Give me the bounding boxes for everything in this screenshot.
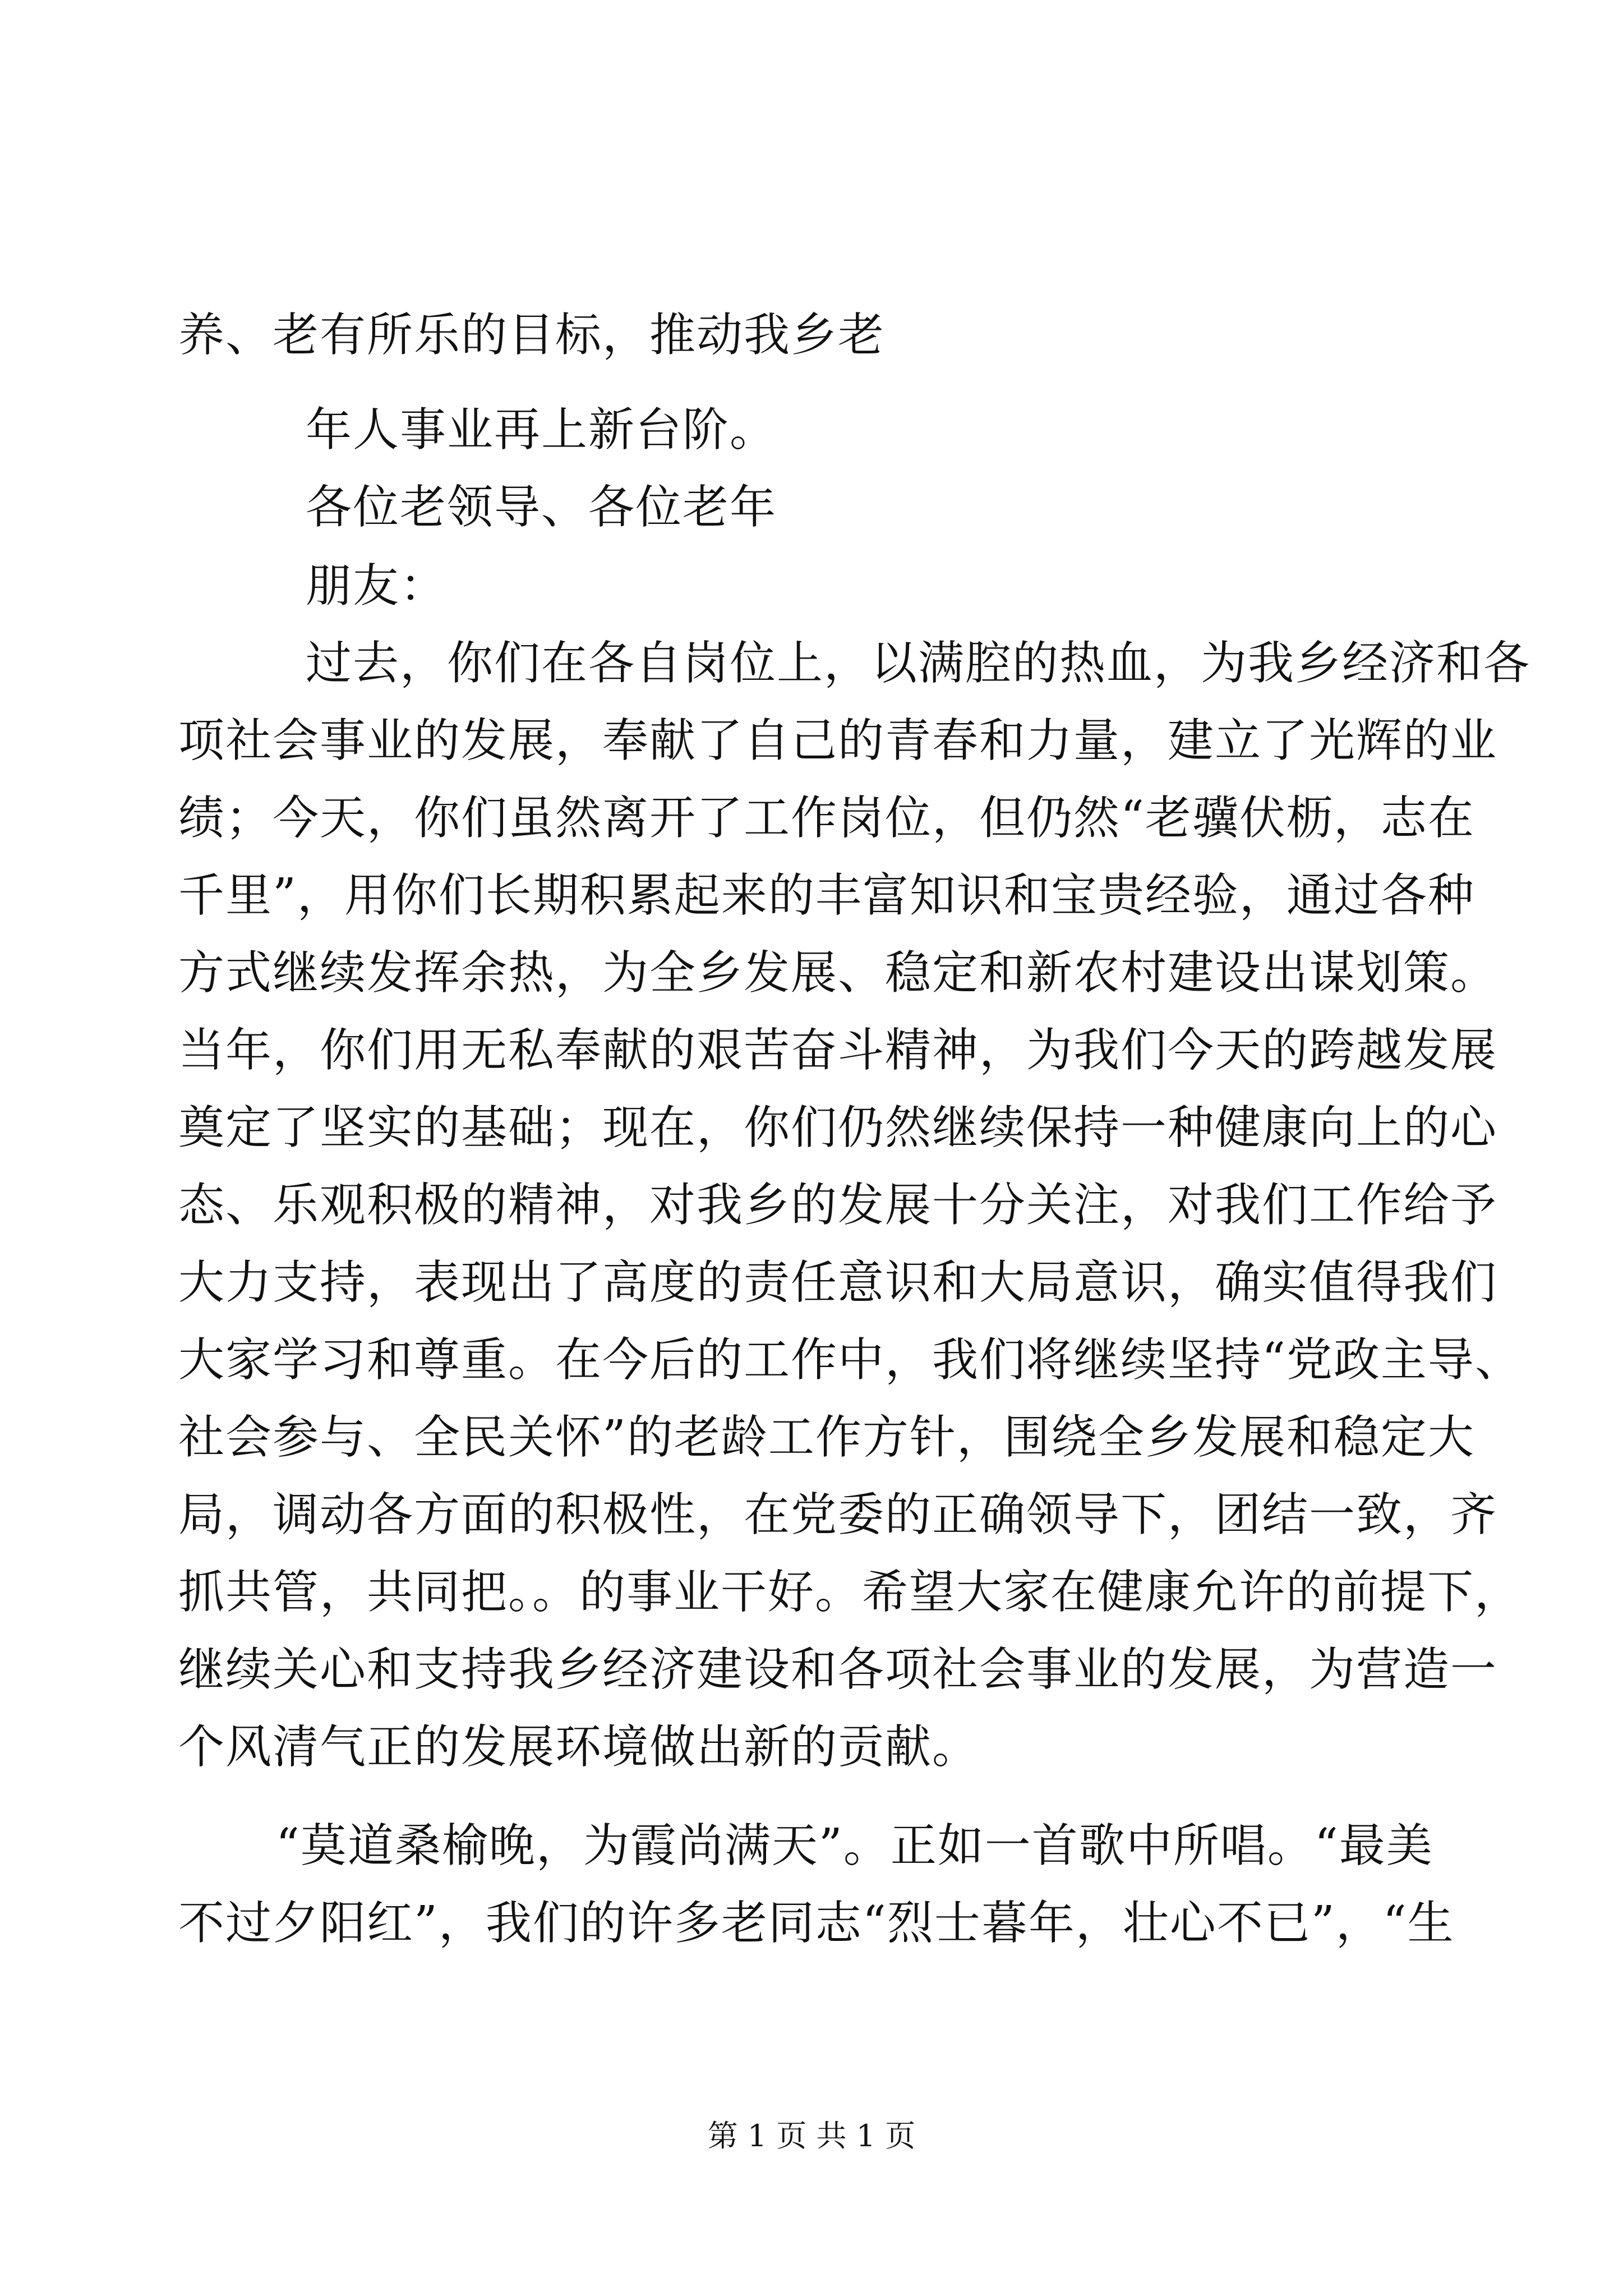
paragraph-first-line: “莫道桑榆晚，为霞尚满天”。正如一首歌中所唱。“最美 [276,1819,1433,1872]
text-line: 千里”，用你们长期积累起来的丰富知识和宝贵经验，通过各种 [178,869,1475,922]
text-line: 朋友： [306,559,448,613]
text-line: 大力支持，表现出了高度的责任意识和大局意识，确实值得我们 [178,1256,1498,1309]
text-line: 态、乐观积极的精神，对我乡的发展十分关注，对我们工作给予 [178,1179,1498,1232]
text-line: 大家学习和尊重。在今后的工作中，我们将继续坚持“党政主导、 [178,1333,1522,1387]
page-number-footer: 第 1 页 共 1 页 [707,2118,916,2154]
text-line: 继续关心和支持我乡经济建设和各项社会事业的发展，为营造一 [178,1643,1498,1696]
text-line: 养、老有所乐的目标，推动我乡老 [178,309,886,362]
text-line: 抓共管，共同把。。的事业干好。希望大家在健康允许的前提下， [178,1566,1522,1619]
text-line: 项社会事业的发展，奉献了自己的青春和力量，建立了光辉的业 [178,714,1498,767]
text-line: 局，调动各方面的积极性，在党委的正确领导下，团结一致，齐 [178,1488,1498,1542]
text-line: 年人事业再上新台阶。 [306,403,777,457]
text-line: 个风清气正的发展环境做出新的贡献。 [178,1720,980,1774]
paragraph-first-line: 过去，你们在各自岗位上，以满腔的热血，为我乡经济和各 [306,637,1531,690]
text-line: 各位老领导、各位老年 [306,481,777,534]
text-line: 社会参与、全民关怀”的老龄工作方针，围绕全乡发展和稳定大 [178,1411,1475,1464]
text-line: 不过夕阳红”，我们的许多老同志“烈士暮年，壮心不已”，“生 [178,1897,1455,1950]
text-line: 绩；今天，你们虽然离开了工作岗位，但仍然“老骥伏枥，志在 [178,792,1475,845]
text-line: 方式继续发挥余热，为全乡发展、稳定和新农村建设出谋划策。 [178,946,1498,1000]
text-line: 奠定了坚实的基础；现在，你们仍然继续保持一种健康向上的心 [178,1101,1498,1154]
text-line: 当年，你们用无私奉献的艰苦奋斗精神，为我们今天的跨越发展 [178,1024,1498,1077]
